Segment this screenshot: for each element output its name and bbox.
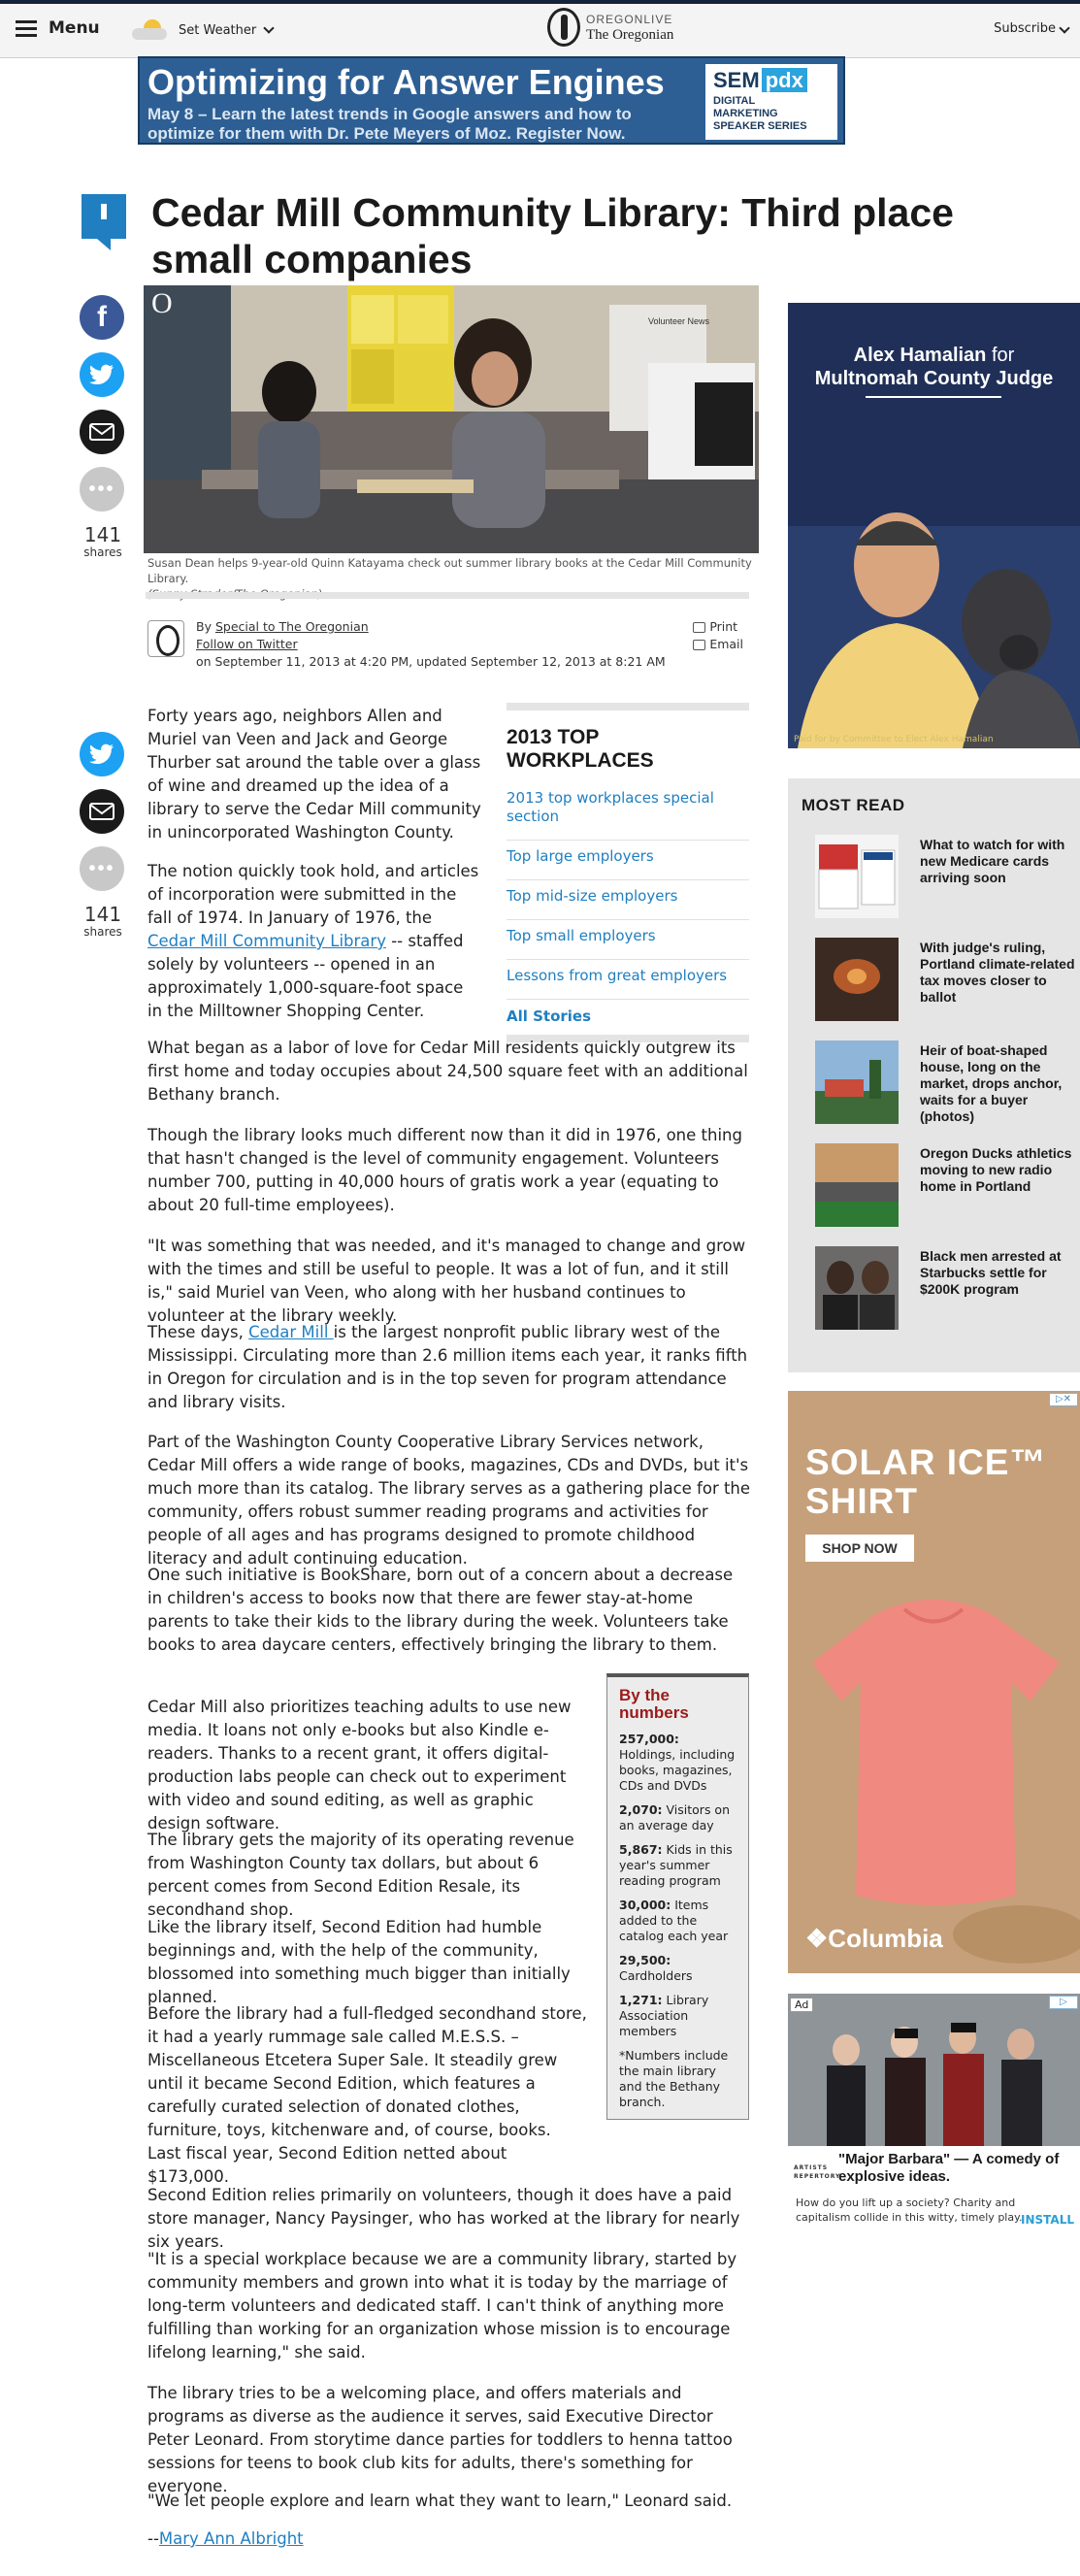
judge-ad-for: for (986, 345, 1015, 366)
ad-description: How do you lift up a society? Charity and capitalism collide in this witty, timely play. (796, 2196, 1023, 2224)
columbia-logo: ❖Columbia (805, 1924, 943, 1953)
ad-sponsor-logo: ARTISTS REPERTORY (794, 2164, 841, 2180)
workplaces-link[interactable]: Top large employers (507, 841, 749, 880)
svg-text:Volunteer News: Volunteer News (648, 316, 710, 326)
most-read-headline: Oregon Ducks athletics moving to new radio home in Portland (920, 1145, 1072, 1194)
numbers-note: *Numbers include the main library and the Bethany branch. (619, 2048, 729, 2109)
oregonian-o-icon (547, 8, 580, 47)
article-paragraph: Though the library looks much different now than it did in 1976, one thing that hasn't changed is the level of community engagement. Volunteers number 700, putting in 40,000 hours of gratis work a year (equating to about 20 full-time employees). (147, 1126, 742, 1214)
print-button[interactable] (693, 618, 743, 636)
numbers-value: 5,867: (619, 1842, 663, 1857)
email-button[interactable] (693, 636, 743, 653)
weather-label: Set Weather (179, 22, 257, 38)
all-stories-link[interactable]: All Stories (507, 1007, 592, 1025)
paragraph-text: These days, (147, 1323, 249, 1341)
numbers-text: Cardholders (619, 1968, 693, 1983)
article-paragraph: The library gets the majority of its operating revenue from Washington County tax dollars, but about 6 percent comes from Second Edition Resale, its secondhand shop. (147, 1831, 574, 1919)
twitter-share-icon[interactable] (80, 352, 124, 397)
workplaces-link[interactable]: Top small employers (507, 920, 749, 960)
chevron-down-icon (1059, 22, 1069, 33)
ad-choices-badge[interactable]: ▷✕ (1049, 1393, 1078, 1406)
pdx-text: pdx (762, 68, 807, 92)
numbers-row (619, 1732, 736, 1794)
article-photo[interactable] (144, 285, 759, 553)
logo-oregonlive: OREGONLIVE (586, 13, 673, 26)
numbers-text: Library Association members (619, 1993, 709, 2038)
facebook-share-icon[interactable]: f (80, 295, 124, 340)
most-read-item[interactable] (802, 1143, 1072, 1246)
byline (147, 618, 749, 677)
numbers-value: 2,070: (619, 1802, 663, 1817)
email-share-icon[interactable] (80, 789, 124, 834)
subscribe-button[interactable] (994, 21, 1068, 36)
most-read-item[interactable] (802, 1246, 1066, 1349)
share-bar-top (80, 295, 126, 559)
sem-tagline: DIGITAL MARKETING SPEAKER SERIES (713, 95, 807, 132)
email-icon (693, 640, 705, 650)
numbers-text: Visitors on an average day (619, 1802, 730, 1833)
columbia-ad[interactable] (788, 1391, 1080, 1973)
ad-choices-badge[interactable]: ▷ (1049, 1996, 1078, 2009)
ad-headline: Optimizing for Answer Engines (147, 62, 665, 102)
sempdx-logo (705, 64, 837, 140)
numbers-text: Items added to the catalog each year (619, 1898, 729, 1943)
article-paragraph: Cedar Mill also prioritizes teaching adults to use new media. It loans not only e-books but also Kindle e-readers. Thanks to a recent grant, it offers digital-production labs people can check out to experiment with video and sound editing, as well as graphic design software. (147, 1698, 572, 1833)
article-paragraph: "We let people explore and learn what they want to learn," Leonard said. (147, 2492, 733, 2510)
print-label: Print (709, 619, 738, 634)
paragraph-text: -- staffed solely by volunteers -- opened in an approximately 1,000-square-foot space in the Milltowner Shopping Center. (147, 932, 464, 1020)
article-paragraph: One such initiative is BookShare, born out of a concern about a decrease in children's access to books now that there are fewer stay-at-home parents to take their kids to the library during the week. Volunteers take books to area daycare centers, effectively bringing the library to them. (147, 1566, 734, 1654)
most-read-headline: With judge's ruling, Portland climate-related tax moves closer to ballot (920, 940, 1075, 1005)
most-read-item[interactable] (802, 835, 1066, 938)
numbers-row (619, 1953, 736, 1984)
boat-house-thumbnail (815, 1040, 899, 1124)
author-signature-link[interactable]: Mary Ann Albright (158, 2529, 304, 2548)
dateline: on September 11, 2013 at 4:20 PM, updated September 12, 2013 at 8:21 AM (196, 654, 666, 669)
shop-now-button[interactable]: SHOP NOW (805, 1535, 914, 1562)
numbers-value: 1,271: (619, 1993, 663, 2007)
numbers-row (619, 1898, 736, 1944)
ad-title: "Major Barbara" — A comedy of explosive ideas. (838, 2151, 1060, 2185)
workplaces-link[interactable]: 2013 top workplaces special section (507, 782, 749, 841)
numbers-value: 257,000: (619, 1732, 679, 1746)
leaderboard-ad[interactable] (138, 56, 845, 145)
article-paragraph (147, 1321, 749, 1414)
judge-ad-name: Alex Hamalian (853, 345, 987, 366)
article-paragraph: Forty years ago, neighbors Allen and Muriel van Veen and Jack and George Thurber sat around the table over a glass of wine and dreamed up the idea of a library to serve the Cedar Mill community in unincorporated Washington County. (147, 707, 481, 842)
author-link[interactable]: Special to The Oregonian (214, 619, 369, 634)
stadium-thumbnail (815, 1143, 899, 1227)
signature-prefix: -- (147, 2529, 159, 2548)
share-count: 141 (83, 903, 122, 926)
share-label: shares (83, 925, 122, 939)
judge-ad-disclaimer: Paid for by Committee to Elect Alex Hamalian (794, 735, 994, 744)
article-paragraph: The library tries to be a welcoming place, and offers materials and programs as diverse as the audience it serves, said Executive Director Peter Leonard. From storytime dance parties for toddlers to henna tattoo sessions for teens to book club kits for adults, there's something for everyone. (147, 2384, 733, 2495)
most-read-headline: Black men arrested at Starbucks settle for $200K program (920, 1248, 1062, 1297)
paragraph-text: is the largest nonprofit public library west of the Mississippi. Circulating more than 2.6 million items each year, it ranks fifth in Oregon for circulation and is in the top seven for program attendance and library visits. (147, 1323, 748, 1411)
share-bar-inline (80, 732, 126, 939)
numbers-row (619, 1993, 736, 2039)
svg-text:O: O (151, 287, 173, 319)
columbia-headline-line2: SHIRT (805, 1481, 918, 1521)
article-paragraph: Second Edition relies primarily on volunteers, though it does have a paid store manager, Nancy Paysinger, who has worked at the library for nearly six years. (147, 2186, 740, 2251)
judge-ad-title (788, 344, 1080, 390)
numbers-text: Holdings, including books, magazines, CDs and DVDs (619, 1747, 736, 1793)
fire-thumbnail (815, 938, 899, 1021)
paragraph-text: The notion quickly took hold, and articles of incorporation were submitted in the fall of 1974. In January of 1976, the (147, 862, 479, 927)
by-the-numbers-box (606, 1673, 749, 2120)
campaign-ad[interactable] (788, 303, 1080, 748)
menu-label: Menu (49, 18, 100, 38)
workplaces-link[interactable]: Lessons from great employers (507, 960, 749, 1000)
ad-label: Ad (790, 1998, 813, 2012)
most-read-title: MOST READ (802, 796, 905, 814)
columbia-headline (805, 1443, 1046, 1521)
menu-button[interactable] (16, 18, 100, 38)
article-paragraph: What began as a labor of love for Cedar Mill residents quickly outgrew its first home and today occupies about 24,500 square feet with an additional Bethany branch. (147, 1039, 748, 1104)
article-paragraph: "It is a special workplace because we are a community library, started by community members and grown into what it is today by the marriage of long-term volunteers and dedicated staff. I can't think of anything more fulfilling than working for an organization whose mission is to encourage lifelong learning," she said. (147, 2250, 737, 2361)
numbers-row (619, 1842, 736, 1889)
logo-oregonian: The Oregonian (586, 27, 674, 43)
cedar-mill-library-link[interactable]: Cedar Mill Community Library (147, 932, 386, 950)
major-barbara-ad[interactable] (788, 1994, 1080, 2236)
share-count: 141 (83, 523, 122, 546)
top-nav-bar (0, 0, 1080, 58)
top-strip (0, 0, 1080, 4)
divider (146, 592, 749, 599)
follow-twitter-link[interactable]: Follow on Twitter (196, 637, 298, 651)
author-signature (147, 2527, 754, 2551)
most-read-headline: Heir of boat-shaped house, long on the market, drops anchor, waits for a buyer (photos) (920, 1042, 1063, 1124)
columbia-headline-line1: SOLAR ICE™ (805, 1442, 1047, 1482)
author-avatar (147, 620, 184, 657)
workplaces-title: 2013 TOP WORKPLACES (507, 726, 654, 772)
workplaces-link[interactable]: Top mid-size employers (507, 880, 749, 920)
numbers-value: 29,500: (619, 1953, 671, 1967)
share-label: shares (83, 545, 122, 559)
article-paragraph (147, 860, 482, 1023)
medicare-card-thumbnail (815, 835, 899, 918)
most-read-item[interactable] (802, 938, 1075, 1040)
ad-image (788, 1994, 1080, 2146)
top-workplaces-box (507, 703, 749, 1042)
twitter-share-icon[interactable] (80, 732, 124, 776)
numbers-text: Kids in this year's summer reading program (619, 1842, 733, 1888)
caption-text: Susan Dean helps 9-year-old Quinn Katayama check out summer library books at the Cedar Mill Community Library. (147, 556, 752, 585)
chevron-down-icon (264, 22, 275, 33)
weather-sun-cloud-icon (130, 19, 175, 41)
email-label: Email (709, 637, 743, 651)
sem-text: SEM (713, 68, 760, 92)
article-paragraph: Like the library itself, Second Edition had humble beginnings and, with the help of the community, blossomed into something much bigger than initially planned. (147, 1918, 571, 2006)
ad-body: May 8 – Learn the latest trends in Google answers and how to optimize for them with Dr. Pete Meyers of Moz. Register Now. (147, 105, 632, 143)
section-flag-icon (82, 194, 126, 239)
more-share-icon[interactable]: ••• (80, 467, 124, 512)
article-paragraph: Part of the Washington County Cooperative Library Services network, Cedar Mill offers a wide range of books, magazines, CDs and DVDs, but it's much more than its catalog. The library serves as a gathering place for the community, offers robust summer reading programs and activities for people of all ages and has programs designed to promote childhood literacy and adult continuing education. (147, 1433, 751, 1568)
more-share-icon[interactable]: ••• (80, 846, 124, 891)
numbers-row (619, 1802, 736, 1833)
print-icon (693, 622, 705, 633)
install-button[interactable]: INSTALL (1021, 2213, 1074, 2227)
byline-prefix: By (196, 619, 215, 634)
set-weather-button[interactable] (130, 19, 273, 41)
cedar-mill-link[interactable]: Cedar Mill (248, 1323, 334, 1341)
article-title: Cedar Mill Community Library: Third place small companies (151, 190, 954, 281)
most-read-headline: What to watch for with new Medicare cards arriving soon (920, 837, 1065, 885)
subscribe-label: Subscribe (994, 21, 1056, 36)
most-read-item[interactable] (802, 1040, 1066, 1143)
judge-ad-office: Multnomah County Judge (814, 368, 1054, 389)
numbers-value: 30,000: (619, 1898, 671, 1912)
email-share-icon[interactable] (80, 410, 124, 454)
article-paragraph: "It was something that was needed, and it's managed to change and grow with the times and still be useful to people. It was a lot of fun, and it still is," said Muriel van Veen, who along with her husband continues to volunteer at the library weekly. (147, 1237, 746, 1325)
starbucks-men-thumbnail (815, 1246, 899, 1330)
oregonian-logo[interactable] (547, 8, 673, 47)
hamburger-icon (16, 20, 37, 37)
numbers-title: By the numbers (619, 1686, 689, 1722)
most-read-panel (788, 778, 1080, 1372)
article-paragraph: Before the library had a full-fledged secondhand store, it had a yearly rummage sale called M.E.S.S. – Miscellaneous Etcetera Super Sale. It steadily grew until it became Second Edition, which features a carefully curated selection of donated clothes, furniture, toys, kitchenware and, of course, books. Last fiscal year, Second Edition netted about $173,000. (147, 2004, 587, 2186)
